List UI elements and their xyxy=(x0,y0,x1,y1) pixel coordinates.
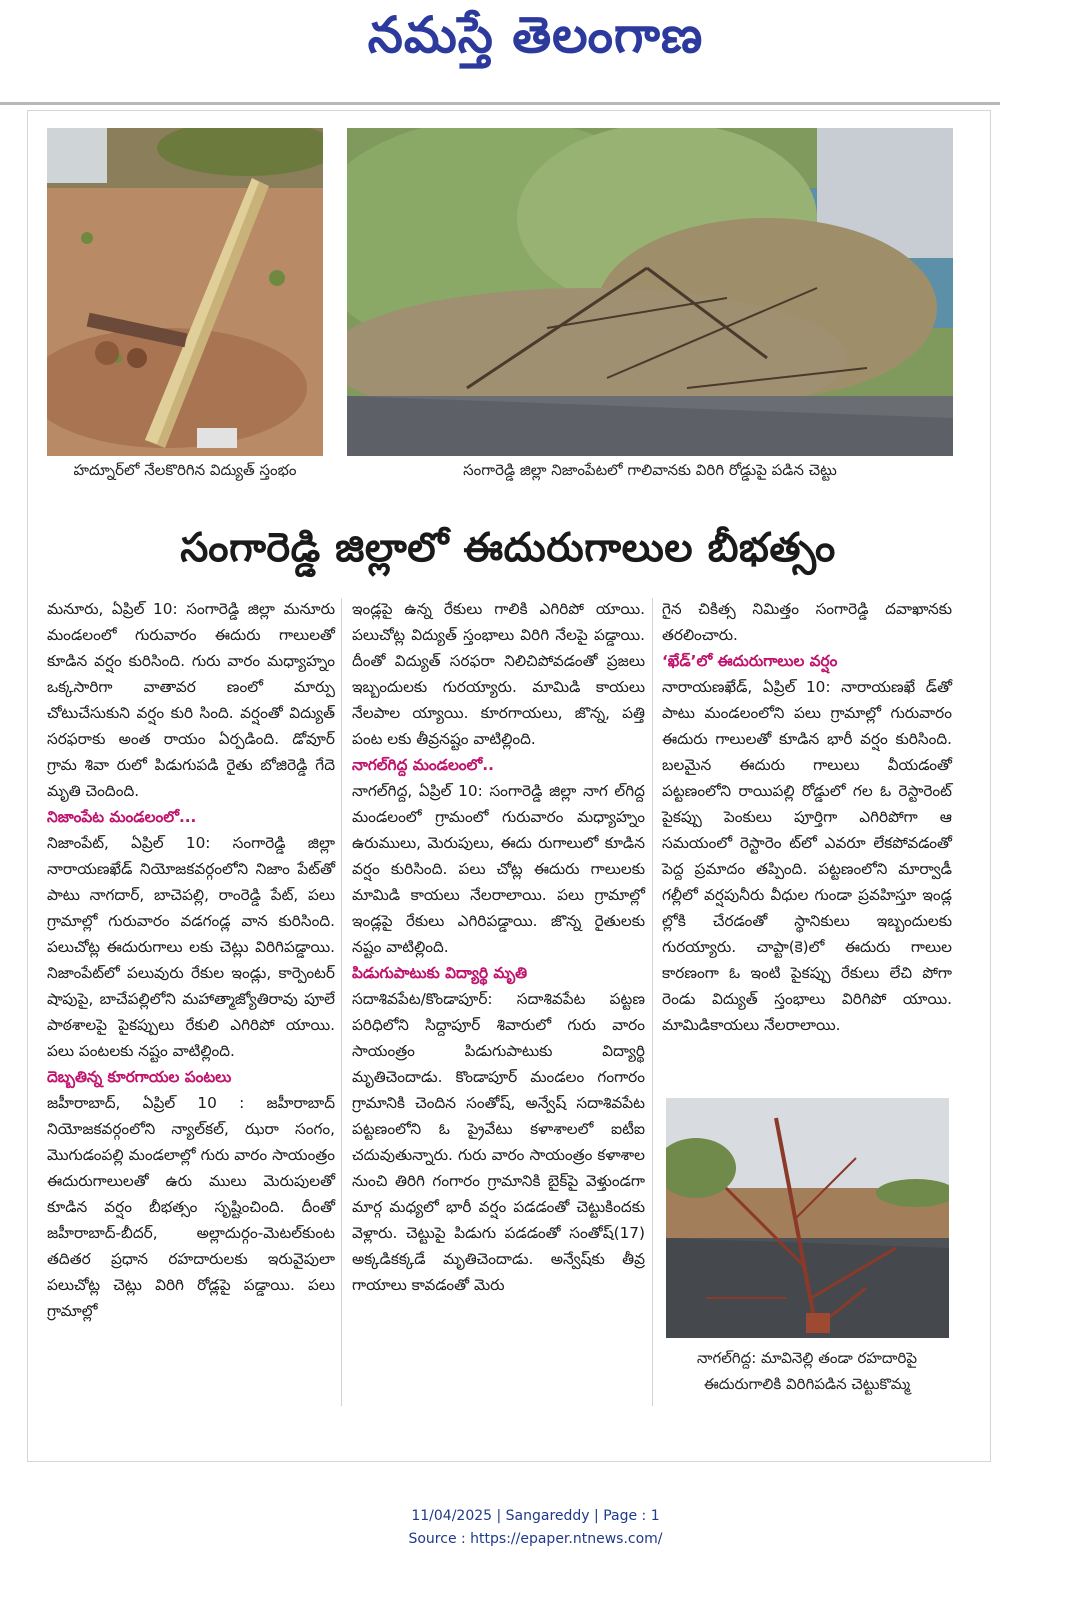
paragraph: ఇండ్లపై ఉన్న రేకులు గాలికి ఎగిరిపో యాయి. పలుచోట్ల విద్యుత్ స్తంభాలు విరిగి నేలపై పడ్డాయి. దీంతో విద్యుత్ సరఫరా నిలిచిపోవడంతో ప్రజలు ఇబ్బందులకు గురయ్యారు. మామిడి కాయలు నేలపాల య్యాయి. కూరగాయలు, జొన్న, పత్తి పంట లకు తీవ్రనష్టం వాటిల్లింది. xyxy=(352,600,645,748)
paragraph: జహీరాబాద్, ఏప్రిల్ 10 : జహీరాబాద్ నియోజకవర్గంలోని న్యాల్‌కల్, ఝరా సంగం, మొగుడంపల్లి మండలాల్లో గురు వారం సాయంత్రం ఈదురుగాలులతో ఉరు ములు మెరుపులతో కూడిన వర్షం బీభత్సం సృష్టించింది. దీంతో జహీరాబాద్-బీదర్, అల్లాదుర్గం-మెటల్‌కుంట తదితర ప్రధాన రహదారులకు ఇరువైపులా పలుచోట్ల చెట్లు విరిగి రోడ్లపై పడ్డాయి. పలు గ్రామాల్లో xyxy=(47,1094,335,1320)
photo-fallen-pole xyxy=(47,128,323,456)
photo-fallen-branch xyxy=(666,1098,949,1338)
masthead-divider xyxy=(0,102,1000,105)
article-column-2 xyxy=(352,596,645,1298)
column-divider xyxy=(652,598,653,1406)
article-column-3 xyxy=(662,596,952,1038)
photo-caption-pole: హద్నూర్‌లో నేలకొరిగిన విద్యుత్ స్తంభం xyxy=(73,461,297,479)
photo-caption-branch-line2: ఈదురుగాలికి విరిగిపడిన చెట్టుకొమ్మ xyxy=(703,1375,911,1393)
paragraph: గైన చికిత్స నిమిత్తం సంగారెడ్డి దవాఖానకు తరలించారు. xyxy=(662,600,952,644)
fallen-tree-image xyxy=(347,128,953,456)
subheading: పిడుగుపాటుకు విద్యార్థి మృతి xyxy=(352,964,528,982)
subheading: దెబ్బతిన్న కూరగాయల పంటలు xyxy=(47,1068,232,1086)
newspaper-title: నమస్తే తెలంగాణ xyxy=(367,6,704,64)
footer-date-edition: 11/04/2025 | Sangareddy | Page : 1 xyxy=(411,1508,660,1524)
main-headline: సంగారెడ్డి జిల్లాలో ఈదురుగాలుల బీభత్సం xyxy=(180,525,836,571)
fallen-pole-image xyxy=(47,128,323,456)
article-column-1 xyxy=(47,596,335,1324)
paragraph: నారాయణఖేడ్, ఏప్రిల్ 10: నారాయణఖే డ్‌తో పాటు మండలంలోని పలు గ్రామాల్లో గురువారం ఈదురు గాలులతో కూడిన భారీ వర్షం కురిసింది. బలమైన ఈదురు గాలులు వీయడంతో పట్టణంలోని రాయిపల్లి రోడ్డులో గల ఓ రెస్టారెంట్ పైకప్పు పెంకులు పూర్తిగా ఎగిరిపోగా ఆ సమయంలో రెస్టారెం ట్‌లో ఎవరూ లేకపోవడంతో పెద్ద ప్రమాదం తప్పింది. పట్టణంలోని మార్వాడీ గల్లీలో వర్షపునీరు వీధుల గుండా ప్రవహిస్తూ ఇండ్ల ల్లోకి చేరడంతో స్థానికులు ఇబ్బందులకు గురయ్యారు. చాప్టా(కె)లో ఈదురు గాలుల కారణంగా ఓ ఇంటి పైకప్పు రేకులు లేచి పోగా రెండు విద్యుత్ స్తంభాలు విరిగిపో యాయి. మామిడికాయలు నేలరాలాయి. xyxy=(662,678,952,1034)
masthead xyxy=(0,0,1071,104)
column-divider xyxy=(341,598,342,1406)
paragraph: నిజాంపేట్, ఏప్రిల్ 10: సంగారెడ్డి జిల్లా నారాయణఖేడ్ నియోజకవర్గంలోని నిజాం పేట్‌తో పాటు నాగదార్, బాచెపల్లి, రాంరెడ్డి పేట్, పలు గ్రామాల్లో గురువారం వడగండ్ల వాన కురిసింది. పలుచోట్ల ఈదురుగాలు లకు చెట్లు విరిగిపడ్డాయి. నిజాంపేట్‌లో పలువురు రేకుల ఇండ్లు, కార్పెంటర్ షాపుపై, బాచేపల్లిలోని మహాత్మాజ్యోతిరావు పూలే పాఠశాలపై పైకప్పులు రేకులి ఎగిరిపో యాయి. పలు పంటలకు నష్టం వాటిల్లింది. xyxy=(47,834,335,1060)
fallen-branch-image xyxy=(666,1098,949,1338)
subheading: ‘ఖేడ్’లో ఈదురుగాలుల వర్షం xyxy=(662,652,838,670)
photo-caption-branch-line1: నాగల్‌గిద్ద: మావినెల్లి తండా రహదారిపై xyxy=(696,1349,918,1367)
photo-caption-tree: సంగారెడ్డి జిల్లా నిజాంపేటలో గాలివానకు విరిగి రోడ్డుపై పడిన చెట్టు xyxy=(463,461,837,479)
paragraph: మనూరు, ఏప్రిల్ 10: సంగారెడ్డి జిల్లా మనూరు మండలంలో గురువారం ఈదురు గాలులతో కూడిన వర్షం కురిసింది. గురు వారం మధ్యాహ్నం ఒక్కసారిగా వాతావర ణంలో మార్పు చోటుచేసుకుని వర్షం కురి సింది. వర్షంతో విద్యుత్ సరఫరాకు అంత రాయం ఏర్పడింది. డోవూర్ గ్రామ శివా రులో పిడుగుపడి రైతు బోజిరెడ్డి గేదె మృతి చెందింది. xyxy=(47,600,335,800)
paragraph: నాగల్‌గిద్ద, ఏప్రిల్ 10: సంగారెడ్డి జిల్లా నాగ ల్‌గిద్ద మండలంలో గ్రామంలో గురువారం మధ్యాహ్నం ఉరుములు, మెరుపులు, ఈదు రుగాలులో కూడిన వర్షం కురిసింది. పలు చోట్ల ఈదురు గాలులకు మామిడి కాయలు నేలరాలాయి. పలు గ్రామాల్లో ఇండ్లపై రేకులు ఎగిరిపడ్డాయి. జొన్న రైతులకు నష్టం వాటిల్లింది. xyxy=(352,782,645,956)
photo-fallen-tree xyxy=(347,128,953,456)
paragraph: సదాశివపేట/కొండాపూర్: సదాశివపేట పట్టణ పరిధిలోని సిద్దాపూర్ శివారులో గురు వారం సాయంత్రం పిడుగుపాటుకు విద్యార్థి మృతిచెందాడు. కొండాపూర్ మండలం గంగారం గ్రామానికి చెందిన సంతోష్, అన్వేష్ సదాశివపేట పట్టణంలోని ఓ ప్రైవేటు కళాశాలలో ఐటీఐ చదువుతున్నారు. గురు వారం సాయంత్రం కళాశాల నుంచి తిరిగి గంగారం గ్రామానికి బైక్‌పై వెళ్తుండగా మార్గ మధ్యలో భారీ వర్షం పడడంతో చెట్టుకిందకు వెళ్లారు. చెట్టుపై పిడుగు పడడంతో సంతోష్(17) అక్కడికక్కడే మృతిచెందాడు. అన్వేష్‌కు తీవ్ర గాయాలు కావడంతో మెరు xyxy=(352,990,645,1294)
footer-source: Source : https://epaper.ntnews.com/ xyxy=(408,1531,663,1547)
subheading: నాగల్‌గిద్ద మండలంలో.. xyxy=(352,756,494,774)
subheading: నిజాంపేట మండలంలో... xyxy=(47,808,197,826)
